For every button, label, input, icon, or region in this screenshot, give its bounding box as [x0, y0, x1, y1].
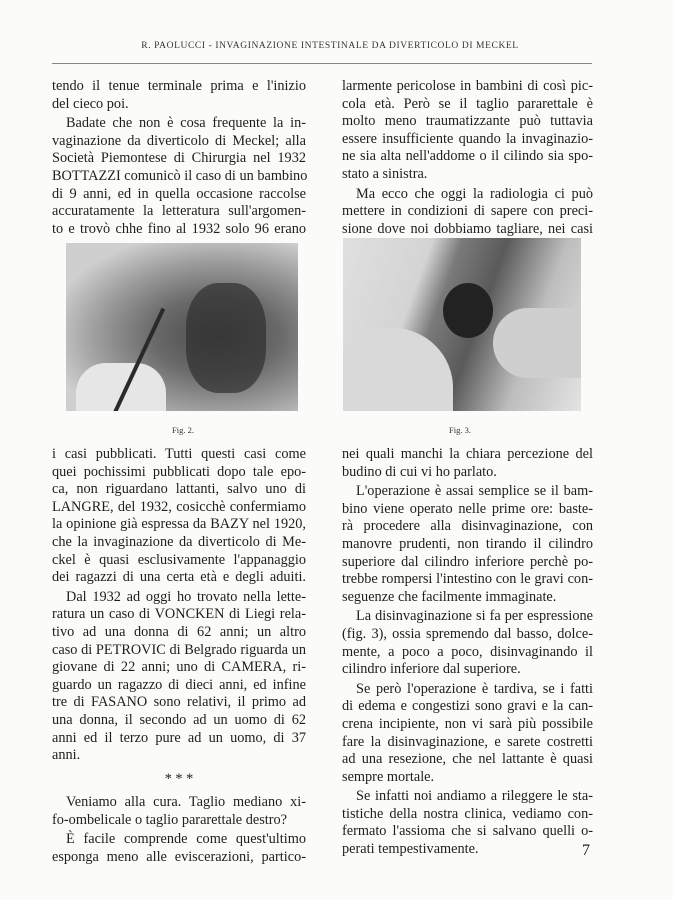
text-line: anni ed il terzo pure ad un uomo, di 37 [52, 729, 306, 746]
text-line: perati tempestivamente. [342, 841, 479, 858]
bottom-left-text [52, 446, 306, 765]
text-line: fare la disinvaginazione, e sarete costretti [342, 733, 593, 750]
text-line: essere insufficiente quando la invaginazio- [342, 130, 593, 147]
text-line: ckel è quasi esclusivamente l'appanaggio [52, 551, 306, 568]
text-line: stato a sinistra. [342, 165, 428, 182]
text-line: LANGRE, del 1932, cosicchè confermiamo [52, 498, 306, 515]
text-line: Ma ecco che oggi la radiologia ci può [356, 185, 593, 202]
text-line: ratura un caso di VONCKEN di Liegi rela- [52, 606, 306, 623]
figure-2-photo [66, 243, 298, 411]
text-line: accuratamente la letteratura sull'argomen- [52, 203, 306, 220]
paragraph [342, 788, 593, 858]
figure-3-hand-right [493, 308, 581, 378]
text-line: Società Piemontese di Chirurgia nel 1932 [52, 150, 306, 167]
paragraph [52, 589, 306, 765]
bottom-left-text-2 [52, 794, 306, 866]
text-line: di 9 anni, ed in quella occasione raccolse [52, 185, 306, 202]
text-line: cilindro inferiore dal superiore. [342, 661, 521, 678]
column-bottom-left [52, 446, 306, 869]
text-line: vaginazione da diverticolo di Meckel; alla [52, 132, 306, 149]
text-line: ne sia alta nell'addome o il cilindo sia spo- [342, 148, 593, 165]
text-line: ad una resezione, che nel lattante è quasi [342, 751, 593, 768]
text-line: mente, a poco a poco, disinvaginando il [342, 643, 593, 660]
text-line: sempre mortale. [342, 768, 435, 785]
figure-3-hand-left [343, 328, 453, 411]
text-line: budino di cui vi ho parlato. [342, 463, 497, 480]
text-line: tre di FASANO sono relativi, il primo ad [52, 694, 306, 711]
text-line: Se però l'operazione è tardiva, se i fatti [356, 680, 593, 697]
text-line: sione dove noi dobbiamo tagliare, nei casi [342, 220, 593, 237]
text-line: nei quali manchi la chiara percezione del [342, 446, 593, 462]
paragraph [342, 681, 593, 787]
text-line: ca, non riguardano lattanti, salvo uno di [52, 481, 306, 498]
header-rule [52, 63, 592, 64]
figure-2-intestine [186, 283, 266, 393]
text-line: cola età. Però se il taglio pararettale è [342, 95, 593, 112]
text-line: dei ragazzi di una certa età e degli aduiti. [52, 569, 306, 586]
text-line: BOTTAZZI comunicò il caso di un bambino [52, 167, 308, 184]
text-line: Veniamo alla cura. Taglio mediano xi- [66, 794, 306, 811]
text-line: larmente pericolose in bambini di così pic- [342, 78, 593, 94]
text-line: la opinione già espressa da BAZY nel 1920, [52, 516, 306, 533]
text-line: L'operazione è assai semplice se il bam- [356, 483, 593, 500]
text-line: Se infatti noi andiamo a rileggere le sta- [356, 788, 593, 805]
text-line: fermato l'assioma che si salvano quelli o- [342, 823, 593, 840]
text-line: superiore dal cilindro inferiore perchè po- [342, 553, 593, 570]
column-top-left [52, 78, 306, 240]
text-line: La disinvaginazione si fa per espressione [356, 608, 593, 625]
text-line: manovre prudenti, non tirando il cilindro [342, 535, 593, 552]
text-line: una donna, il secondo ad un uomo di 62 [52, 711, 306, 728]
text-line: tivo ad una donna di 62 anni; un altro [52, 623, 306, 640]
text-line: trebbe rompersi l'intestino con le gravi con- [342, 571, 593, 588]
figure-3-caption: Fig. 3. [449, 425, 471, 435]
figure-3-intestine [443, 283, 493, 338]
paragraph [52, 446, 306, 587]
figure-2-caption: Fig. 2. [172, 425, 194, 435]
text-line: molto meno traumatizzante può tuttavia [342, 113, 593, 130]
paragraph [342, 483, 593, 606]
text-line: guardo un ragazzo di dieci anni, ed infine [52, 676, 306, 693]
paragraph [52, 115, 306, 238]
paragraph [342, 608, 593, 678]
text-line: esponga meno alle eviscerazioni, partico- [52, 849, 306, 866]
text-line: che la invaginazione da diverticolo di Me- [52, 533, 306, 550]
paragraph [52, 78, 306, 113]
paragraph [52, 831, 306, 866]
text-line: bino viene operato nelle prime ore: baste- [342, 500, 593, 517]
page-number: 7 [582, 842, 590, 859]
text-line: È facile comprende come quest'ultimo [66, 831, 306, 848]
figure-3-photo [343, 238, 581, 411]
text-line: quei pochissimi pubblicati dopo tale epo- [52, 463, 306, 480]
text-line: Badate che non è cosa frequente la in- [66, 115, 306, 132]
text-line: anni. [52, 747, 81, 764]
text-line: i casi pubblicati. Tutti questi casi come [52, 446, 306, 462]
text-line: crena incipiente, non vi sarà più possibile [342, 715, 593, 732]
paragraph [342, 78, 593, 184]
text-line: fo-ombelicale o taglio pararettale destro? [52, 811, 287, 828]
text-line: (fig. 3), ossia spremendo dal basso, dolce- [342, 625, 593, 642]
text-line: di edema e congestizi sono gravi e la can- [342, 698, 593, 715]
text-line: seguenze che facilmente immaginate. [342, 588, 557, 605]
paragraph [52, 794, 306, 829]
text-line: tendo il tenue terminale prima e l'inizio [52, 78, 306, 94]
text-line: to e trovò chhe fino al 1932 solo 96 erano [52, 220, 306, 237]
paragraph [342, 446, 593, 481]
text-line: giovane di 22 anni; uno di CAMERA, ri- [52, 659, 306, 676]
text-line: tistiche della nostra clinica, vediamo con- [342, 805, 593, 822]
text-line: caso di PETROVIC di Belgrado riguarda un [52, 641, 306, 658]
running-header: R. PAOLUCCI - INVAGINAZIONE INTESTINALE DA DIVERTICOLO DI MECKEL [141, 41, 519, 51]
paragraph [342, 186, 593, 239]
section-separator: * * * [164, 770, 194, 787]
column-bottom-right [342, 446, 593, 861]
text-line: Dal 1932 ad oggi ho trovato nella lette- [66, 588, 306, 605]
text-line: rà procedere alla disinvaginazione, con [342, 518, 593, 535]
text-line: mettere in condizioni di sapere con preci- [342, 203, 593, 220]
text-line: del cieco poi. [52, 95, 129, 112]
column-top-right [342, 78, 593, 240]
